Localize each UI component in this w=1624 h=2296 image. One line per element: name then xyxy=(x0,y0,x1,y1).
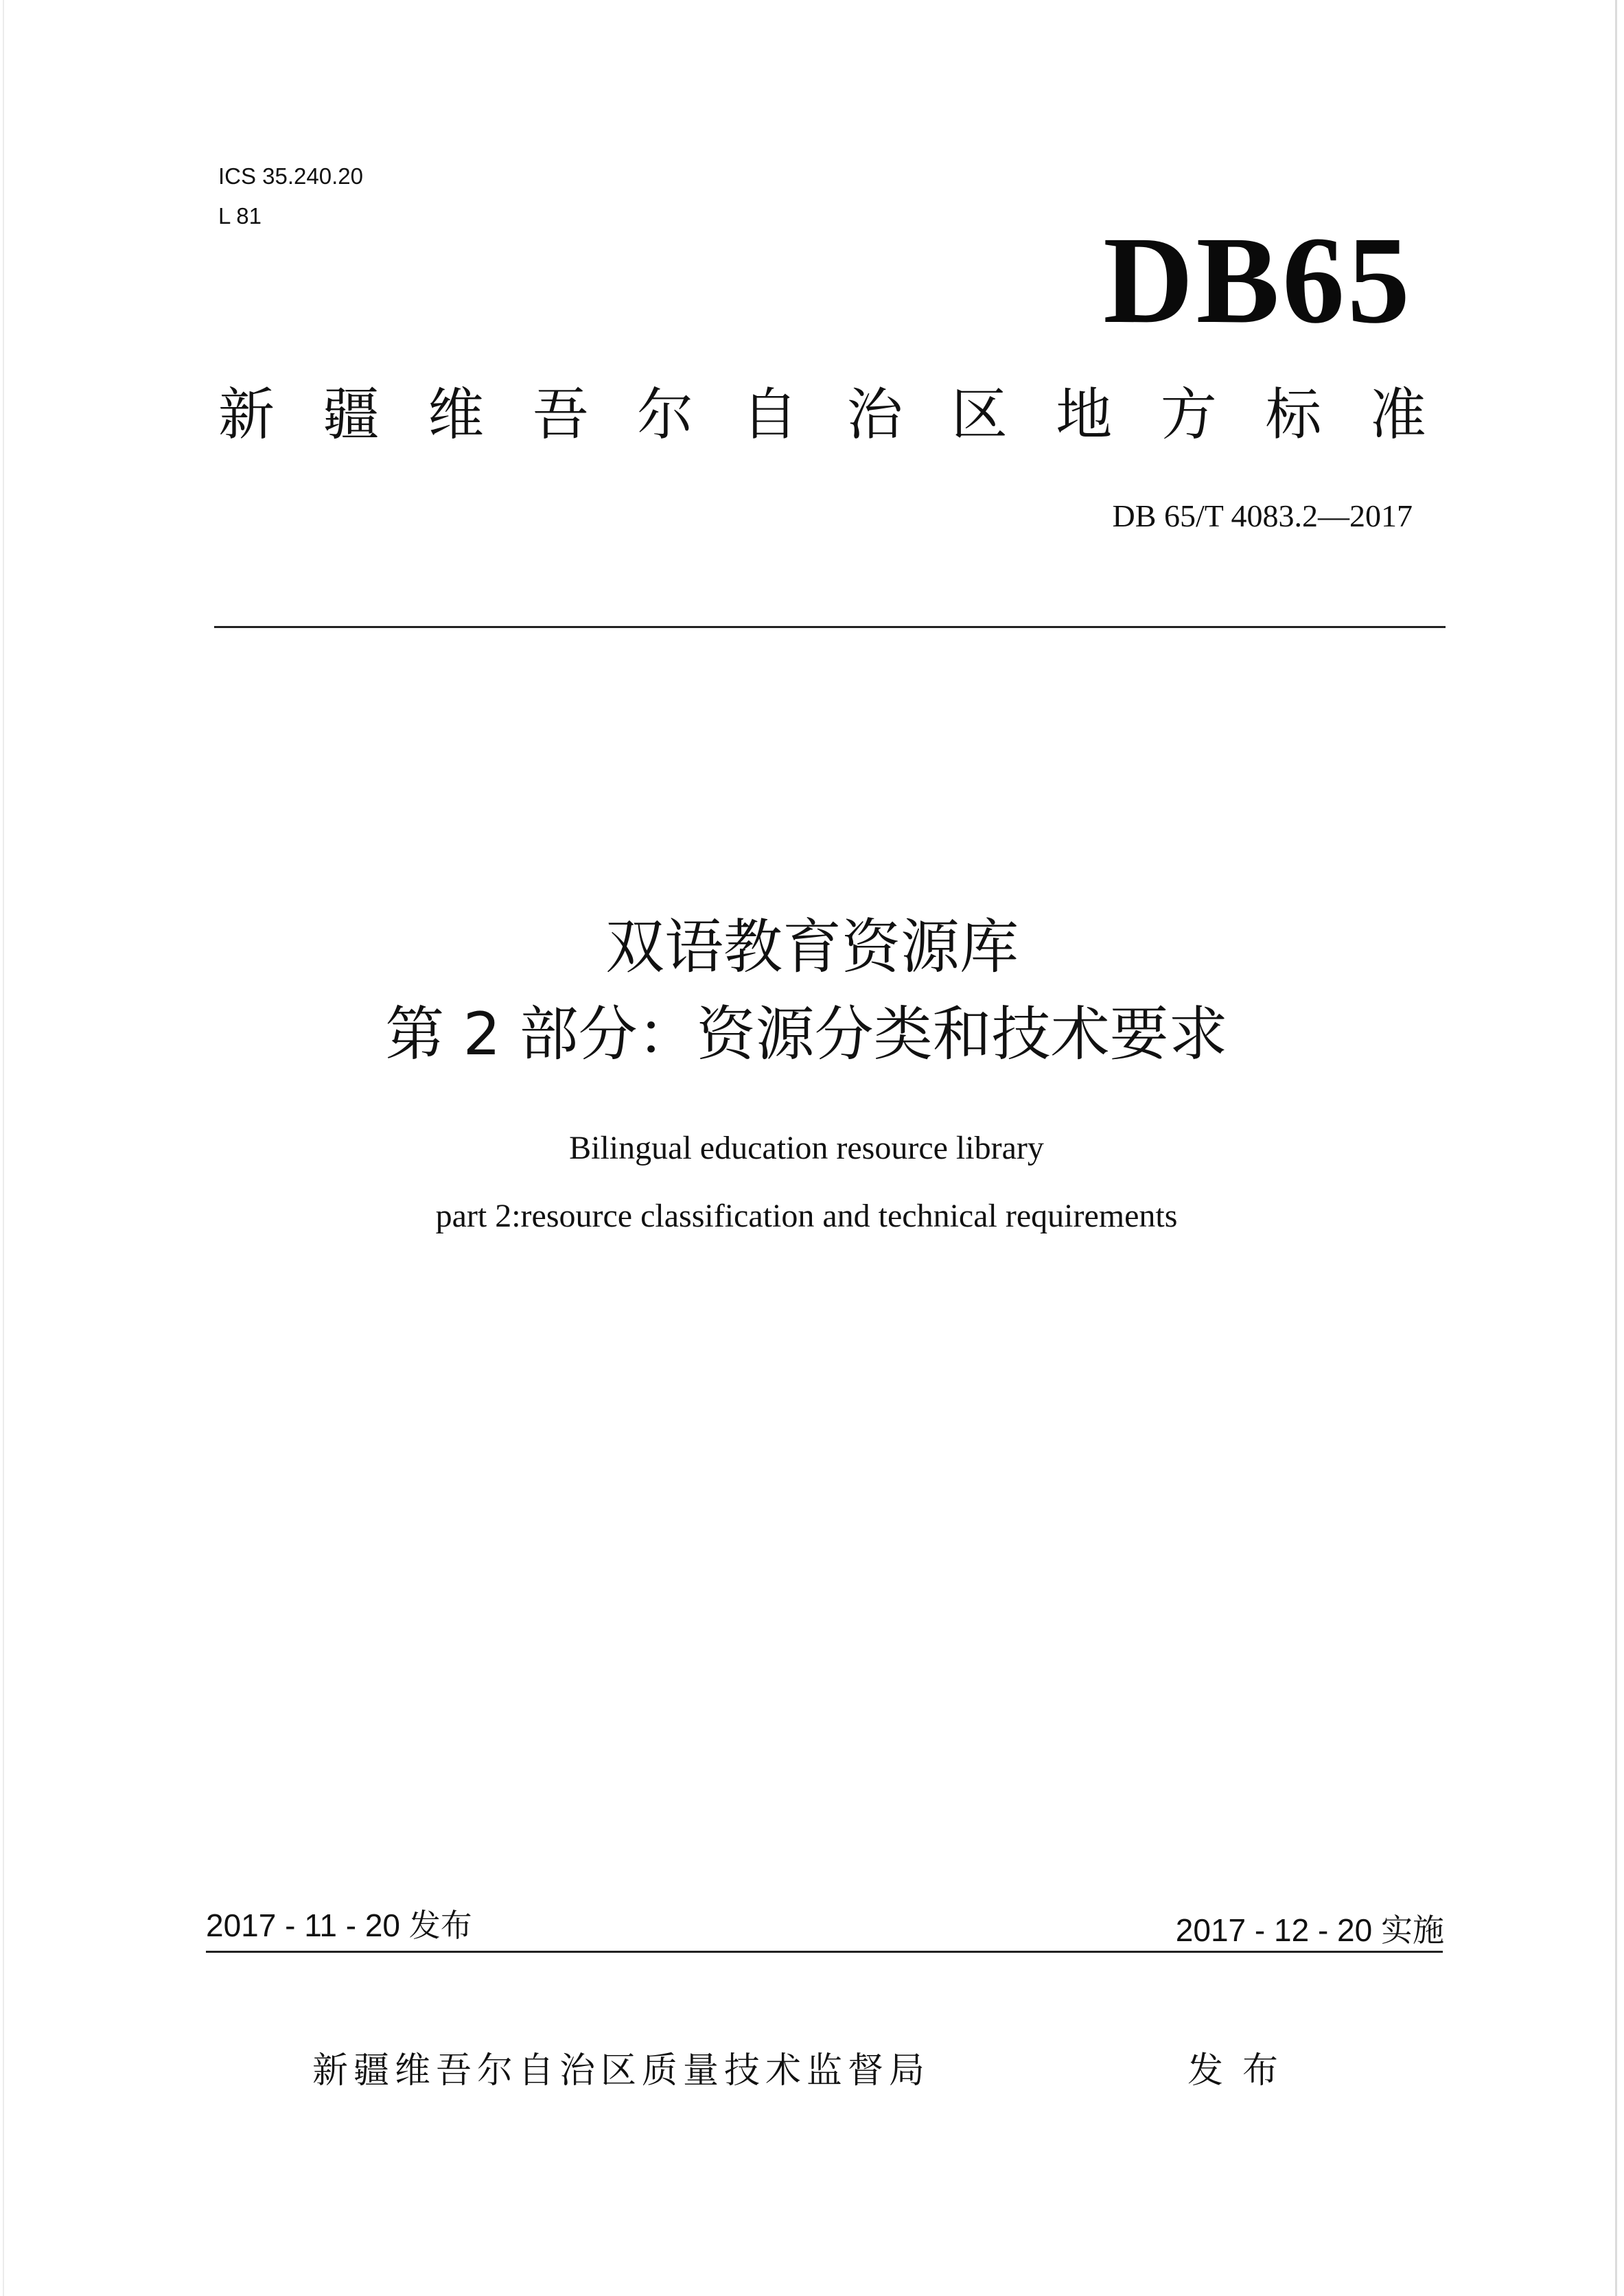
publish-label: 发布 xyxy=(1187,2050,1298,2091)
publisher-name: 新疆维吾尔自治区质量技术监督局 xyxy=(312,2050,931,2091)
publish-date: 2017 - 11 - 20 发布 xyxy=(206,1907,472,1943)
standard-brand-mark: DB65 xyxy=(1103,211,1413,349)
standard-kind-char: 新 xyxy=(218,382,275,448)
standard-kind-char: 疆 xyxy=(323,382,380,448)
footer-divider xyxy=(206,1951,1443,1953)
english-title-line-2: part 2:resource classification and technical requirements xyxy=(435,1198,1178,1234)
standard-kind-char: 准 xyxy=(1369,382,1426,448)
standard-kind-heading xyxy=(218,381,1426,450)
standard-kind-char: 治 xyxy=(846,382,903,448)
english-title-line-1: Bilingual education resource library xyxy=(569,1130,1044,1166)
chinese-title-line-1: 双语教育资源库 xyxy=(605,913,1019,982)
standard-number: DB 65/T 4083.2—2017 xyxy=(1112,498,1413,533)
standard-kind-char: 标 xyxy=(1265,382,1322,448)
ics-code: ICS 35.240.20 xyxy=(218,163,363,189)
chinese-title-line-2: 第 2 部分：资源分类和技术要求 xyxy=(385,1000,1228,1069)
standard-kind-char: 自 xyxy=(741,382,798,448)
classification-codes xyxy=(218,156,363,236)
implement-date: 2017 - 12 - 20 实施 xyxy=(1175,1912,1444,1948)
standard-kind-char: 吾 xyxy=(532,382,589,448)
standard-kind-char: 维 xyxy=(428,382,485,448)
header-divider xyxy=(214,626,1446,628)
ccs-code: L 81 xyxy=(218,203,262,229)
standard-kind-char: 区 xyxy=(951,382,1008,448)
standard-kind-char: 地 xyxy=(1056,382,1113,448)
standard-kind-char: 方 xyxy=(1160,382,1217,448)
standard-kind-char: 尔 xyxy=(637,382,694,448)
